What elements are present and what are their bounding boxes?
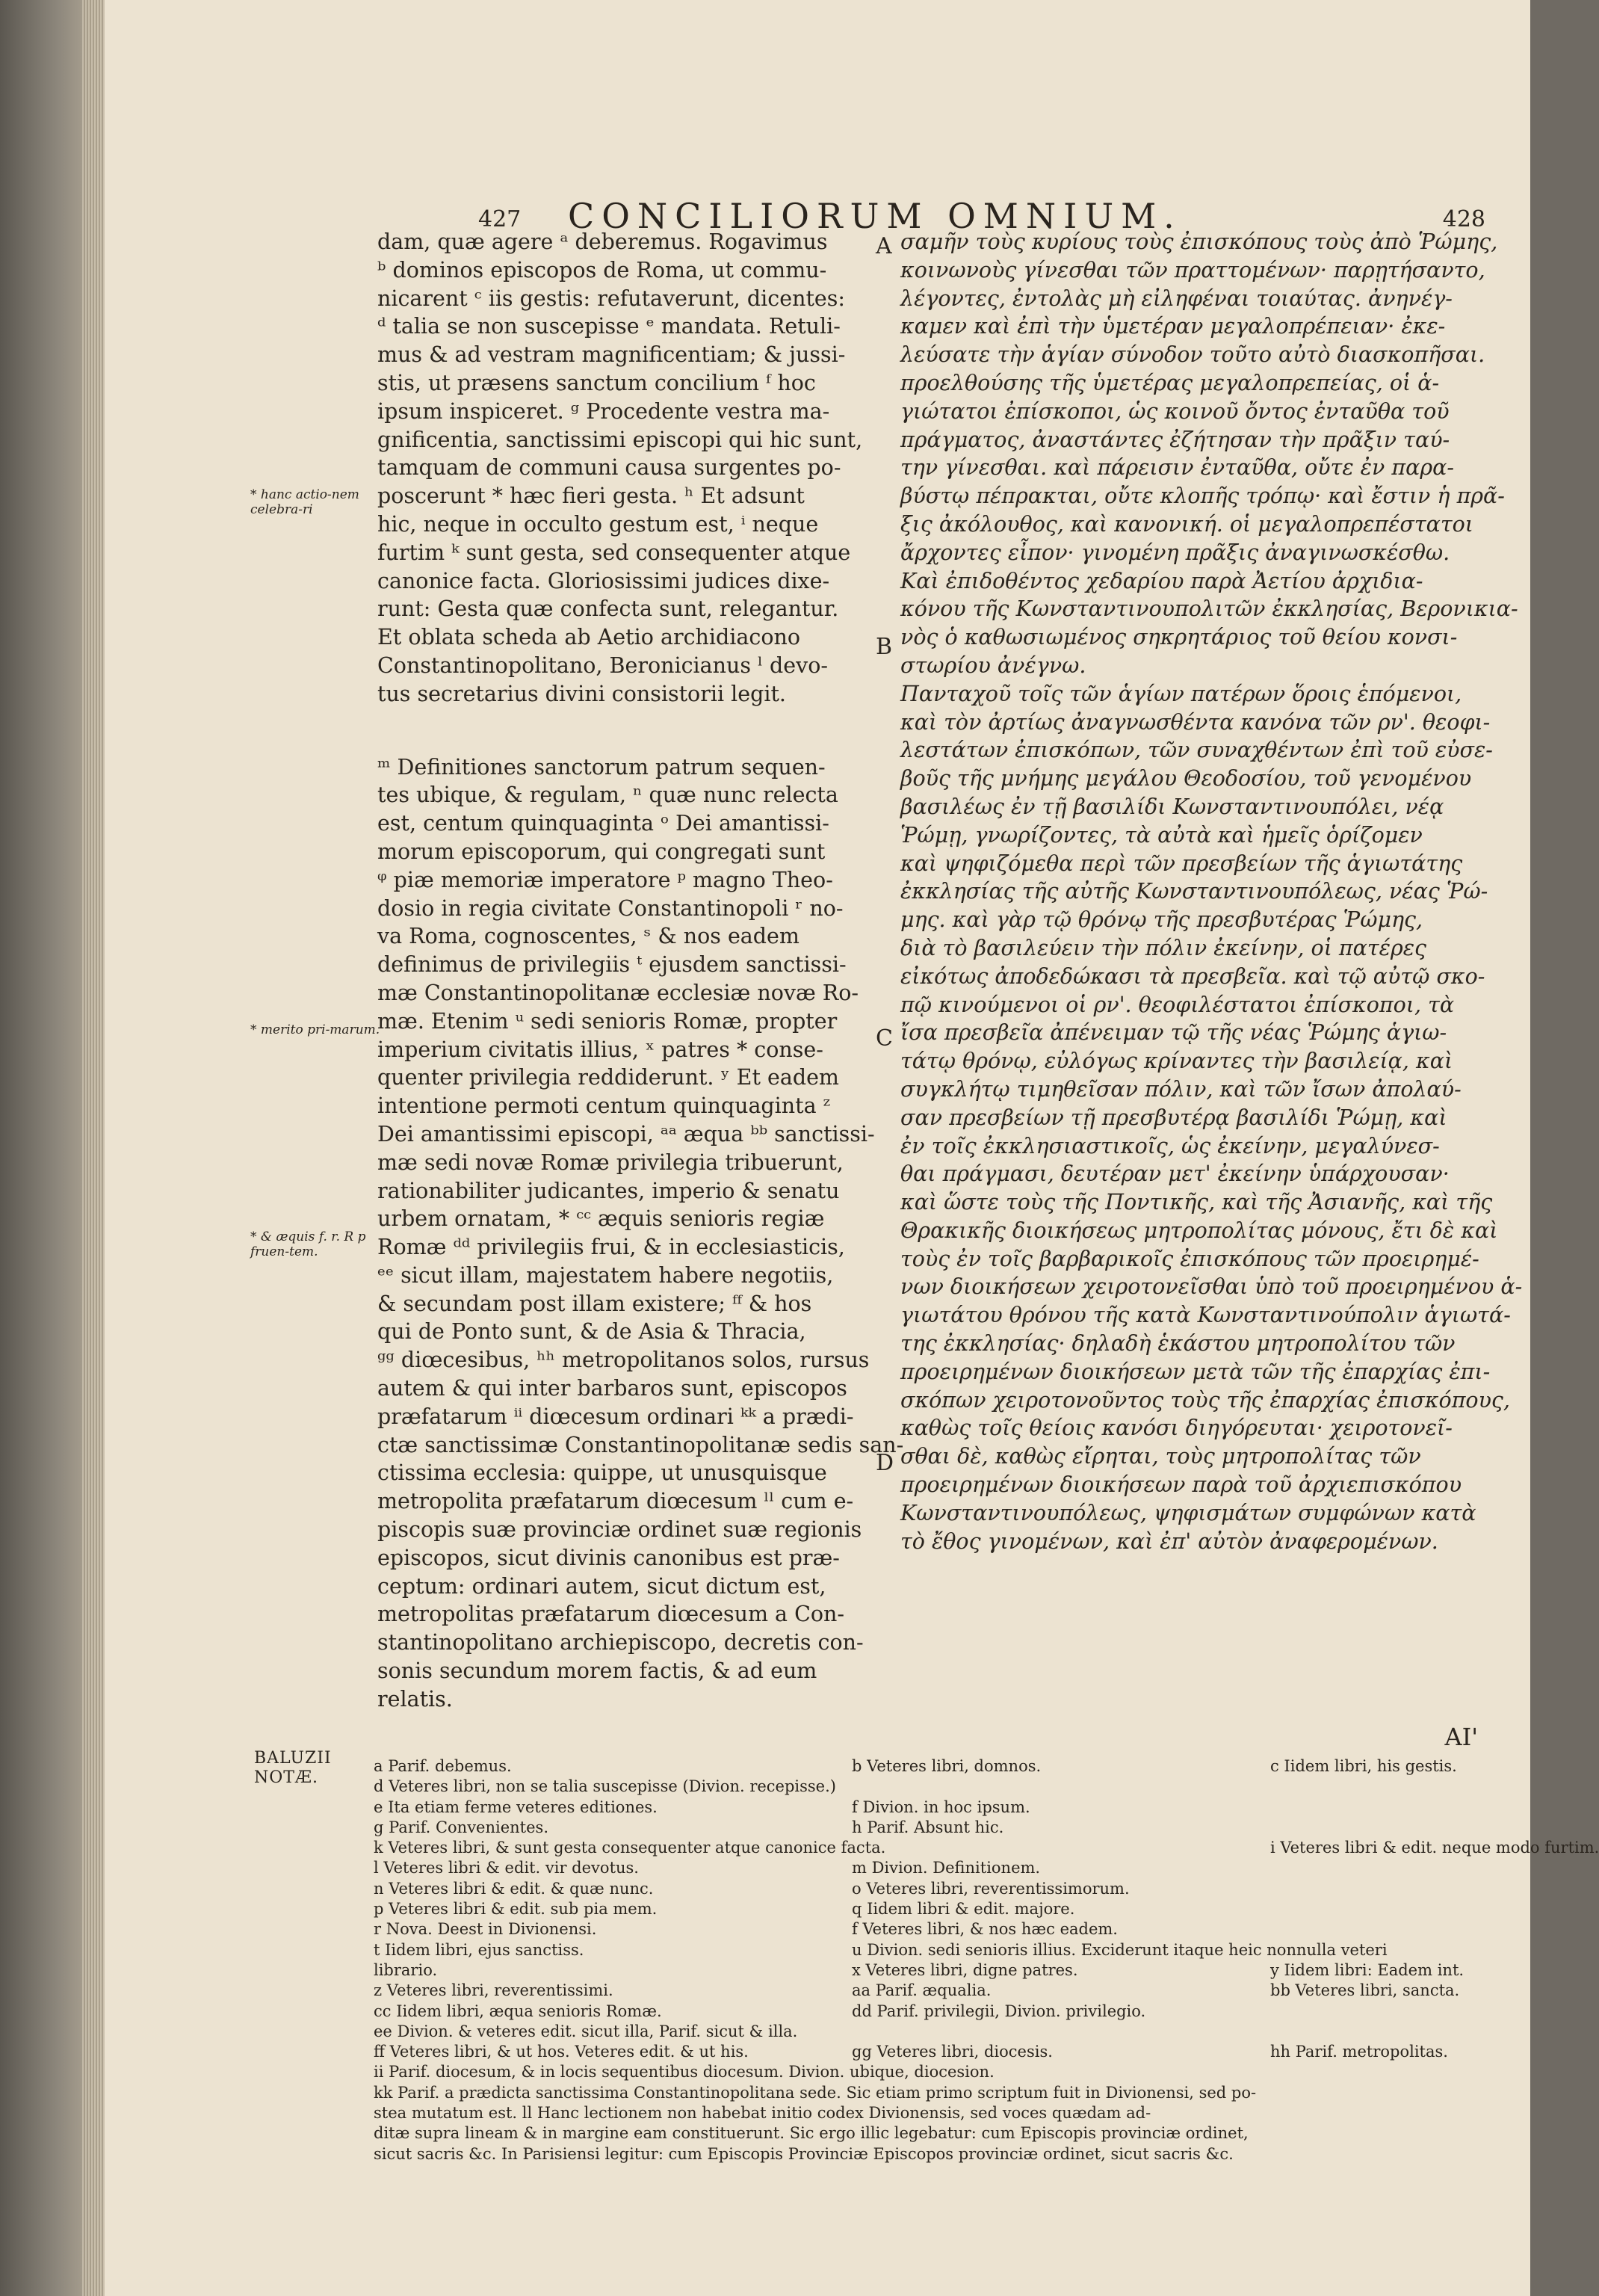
text-line: Πανταχοῦ τοῖς τῶν ἁγίων πατέρων ὅροις ἑπόμενοι, [900, 681, 1462, 706]
footnote-entry: sicut sacris &c. In Parisiensi legitur: cum Episcopis Provinciæ Episcopos provinciæ ordinet, sicut sacris &c. [374, 2144, 1234, 2163]
footnote-entry [1270, 2103, 1524, 2123]
text-line: ἄρχοντες εἶπον· γινομένη πρᾶξις ἀναγινωσκέσθω. [900, 540, 1450, 565]
text-line: σαμῆν τοὺς κυρίους τοὺς ἐπισκόπους τοὺς ἀπὸ Ῥώμης, [900, 229, 1498, 254]
footnote-entry [1270, 2062, 1524, 2082]
text-line: mæ sedi novæ Romæ privilegia tribuerunt, [377, 1149, 844, 1175]
paragraph-gap [377, 709, 885, 753]
latin-paragraph-2 [377, 623, 885, 708]
text-line: est, centum quinquaginta ᵒ Dei amantissi- [377, 811, 829, 836]
book-page [105, 0, 1599, 2296]
footnote-entry [1270, 2144, 1524, 2164]
margin-letter-b: B [876, 634, 893, 660]
footnote-entry: aa Parif. æqualia. [852, 1981, 992, 2000]
text-line: tus secretarius divini consistorii legit. [377, 681, 786, 706]
text-line: nicarent ᶜ iis gestis: refutaverunt, dicentes: [377, 286, 846, 311]
text-line: stantinopolitano archiepiscopo, decretis con- [377, 1630, 864, 1655]
footnote-entry: c Iidem libri, his gestis. [1270, 1757, 1457, 1775]
greek-paragraph-2 [900, 567, 1518, 680]
footnote-entry [1270, 1777, 1524, 1797]
footnote-row [374, 1858, 1524, 1878]
text-line: διὰ τὸ βασιλεύειν τὴν πόλιν ἐκείνην, οἱ πατέρες [900, 935, 1426, 960]
footnote-entry: librario. [374, 1960, 438, 1979]
text-line: βοῦς τῆς μνήμης μεγάλου Θεοδοσίου, τοῦ γενομένου [900, 766, 1472, 791]
text-line: ᵈ talia se non suscepisse ᵉ mandata. Retuli- [377, 314, 841, 339]
footnote-entry: n Veteres libri & edit. & quæ nunc. [374, 1879, 654, 1898]
footnote-entry: e Ita etiam ferme veteres editiones. [374, 1797, 658, 1816]
text-line: ipsum inspiceret. ᵍ Procedente vestra ma- [377, 398, 830, 424]
text-line: dam, quæ agere ᵃ deberemus. Rogavimus [377, 229, 828, 254]
text-line: κοινωνοὺς γίνεσθαι τῶν πραττομένων· παρῃτήσαντο, [900, 257, 1485, 283]
text-line: βύστῳ πέπρακται, οὔτε κλοπῆς τρόπῳ· καὶ ἔστιν ἡ πρᾶ- [900, 484, 1505, 509]
footnote-entry: ee Divion. & veteres edit. sicut illa, Parif. sicut & illa. [374, 2022, 798, 2040]
text-line: τὸ ἔθος γινομένων, καὶ ἐπ' αὐτὸν ἀναφερομένων. [900, 1528, 1438, 1554]
text-line: σκόπων χειροτονοῦντος τοὺς τῆς ἐπαρχίας ἐπισκόπους, [900, 1387, 1510, 1413]
footnote-entry: u Divion. sedi senioris illius. Exciderunt itaque heic nonnulla veteri [852, 1940, 1388, 1959]
text-line: ᵉᵉ sicut illam, majestatem habere negotiis, [377, 1262, 834, 1288]
text-line: intentione permoti centum quinquaginta ᶻ [377, 1093, 831, 1119]
notes-heading [254, 1749, 332, 1788]
text-line: ceptum: ordinari autem, sicut dictum est, [377, 1573, 826, 1599]
footnote-row [374, 2042, 1524, 2062]
text-line: την γίνεσθαι. καὶ πάρεισιν ἐνταῦθα, οὔτε ἐν παρα- [900, 455, 1454, 481]
footnote-entry: d Veteres libri, non se talia suscepisse (Divion. recepisse.) [374, 1777, 836, 1796]
text-line: tes ubique, & regulam, ⁿ quæ nunc relecta [377, 783, 838, 808]
margin-letter-d: D [876, 1450, 894, 1476]
footnote-entry: i Veteres libri & edit. neque modo furtim. [1270, 1839, 1599, 1857]
footnote-entry: t Iidem libri, ejus sanctiss. [374, 1940, 584, 1959]
right-page-number: 428 [1442, 206, 1485, 232]
text-line: gnificentia, sanctissimi episcopi qui hic sunt, [377, 427, 863, 452]
text-line: mæ. Etenim ᵘ sedi senioris Romæ, propter [377, 1008, 838, 1034]
footnote-row [374, 1940, 1524, 1960]
text-line: στωρίου ἀνέγνω. [900, 652, 1086, 678]
catchword: ΑΙ' [1444, 1723, 1478, 1751]
footnote-entry [1270, 1879, 1524, 1899]
text-line: προειρημένων διοικήσεων μετὰ τῶν τῆς ἐπαρχίας ἐπι- [900, 1359, 1491, 1384]
text-line: Et oblata scheda ab Aetio archidiacono [377, 625, 800, 650]
text-line: σθαι δὲ, καθὼς εἴρηται, τοὺς μητροπολίτας τῶν [900, 1444, 1421, 1469]
text-line: ctæ sanctissimæ Constantinopolitanæ sedis san- [377, 1432, 904, 1457]
text-line: νων διοικήσεων χειροτονεῖσθαι ὑπὸ τοῦ προειρημένου ἁ- [900, 1274, 1523, 1300]
footnote-entry: q Iidem libri & edit. majore. [852, 1900, 1075, 1919]
text-line: εἰκότως ἀποδεδώκασι τὰ πρεσβεῖα. καὶ τῷ αὐτῷ σκο- [900, 963, 1485, 989]
page-edges [82, 0, 105, 2296]
footnote-entry: kk Parif. a prædicta sanctissima Constantinopolitana sede. Sic etiam primo scriptum fuit in Divionensi, sed po- [374, 2083, 1257, 2102]
text-line: ᵍᵍ diœcesibus, ʰʰ metropolitanos solos, rursus [377, 1348, 870, 1373]
greek-paragraph-3 [900, 680, 1523, 1556]
left-page-number: 427 [478, 206, 522, 232]
footnote-entry [852, 1838, 1270, 1858]
text-line: definimus de privilegiis ᵗ ejusdem sanctissi- [377, 952, 847, 978]
text-line: autem & qui inter barbaros sunt, episcopos [377, 1376, 847, 1401]
footnote-entry: cc Iidem libri, æqua senioris Romæ. [374, 2002, 662, 2020]
text-line: Ῥώμῃ, γνωρίζοντες, τὰ αὐτὰ καὶ ἡμεῖς ὁρίζομεν [900, 822, 1423, 848]
footnote-row [374, 1777, 1524, 1797]
text-line: κόνου τῆς Κωνσταντινουπολιτῶν ἐκκλησίας, Βερονικια- [900, 596, 1518, 622]
footnote-row [374, 1797, 1524, 1818]
text-line: Dei amantissimi episcopi, ᵃᵃ æqua ᵇᵇ sanctissi- [377, 1121, 875, 1147]
text-line: καὶ τὸν ἀρτίως ἀναγνωσθέντα κανόνα τῶν ρν'. θεοφι- [900, 709, 1491, 735]
text-line: Κωνσταντινουπόλεως, ψηφισμάτων συμφώνων κατὰ [900, 1500, 1476, 1525]
footnote-row [374, 1879, 1524, 1899]
footnote-entry: ff Veteres libri, & ut hos. Veteres edit. & ut his. [374, 2043, 749, 2061]
footnote-row [374, 1960, 1524, 1981]
footnote-entry: ditæ supra lineam & in margine eam constituerunt. Sic ergo illic legebatur: cum Episcopis provinciæ ordinet, [374, 2124, 1249, 2143]
footnote-row [374, 1919, 1524, 1939]
text-line: metropolita præfatarum diœcesum ˡˡ cum e- [377, 1489, 854, 1514]
footnote-entry [1270, 2022, 1524, 2042]
text-line: rationabiliter judicantes, imperio & senatu [377, 1178, 840, 1203]
text-line: stis, ut præsens sanctum concilium ᶠ hoc [377, 370, 816, 395]
greek-paragraph-1 [900, 228, 1505, 567]
footnote-entry [1270, 1940, 1524, 1960]
footnote-entry [852, 2123, 1270, 2144]
text-line: metropolitas præfatarum diœcesum a Con- [377, 1602, 845, 1627]
footnote-entry: gg Veteres libri, diocesis. [852, 2043, 1053, 2061]
text-line: ᵐ Definitiones sanctorum patrum sequen- [377, 754, 826, 780]
text-line: προελθούσης τῆς ὑμετέρας μεγαλοπρεπείας, οἱ ἁ- [900, 370, 1440, 395]
text-line: ξις ἀκόλουθος, καὶ κανονική. οἱ μεγαλοπρεπέστατοι [900, 511, 1473, 537]
text-line: βασιλέως ἐν τῇ βασιλίδι Κωνσταντινουπόλει, νέᾳ [900, 794, 1444, 819]
text-line: Romæ ᵈᵈ privilegiis frui, & in ecclesiasticis, [377, 1235, 845, 1260]
footnote-entry: r Nova. Deest in Divionensi. [374, 1920, 597, 1939]
footnote-entry: a Parif. debemus. [374, 1757, 512, 1775]
footnote-row [374, 1756, 1524, 1777]
text-line: Θρακικῆς διοικήσεως μητροπολίτας μόνους, ἔτι δὲ καὶ [900, 1218, 1498, 1243]
greek-column [900, 228, 1523, 1555]
sidenote-1: * hanc actio-nem celebra-ri [250, 487, 359, 517]
text-line: poscerunt * hæc fieri gesta. ʰ Et adsunt [377, 484, 805, 509]
footnote-row [374, 1981, 1524, 2001]
footnote-row [374, 2123, 1524, 2144]
text-line: ἴσα πρεσβεῖα ἀπένειμαν τῷ τῆς νέας Ῥώμης ἁγιω- [900, 1020, 1447, 1046]
footnote-entry: m Divion. Definitionem. [852, 1859, 1041, 1877]
text-line: Constantinopolitano, Beronicianus ˡ devo- [377, 652, 829, 678]
text-line: mæ Constantinopolitanæ ecclesiæ novæ Ro- [377, 980, 859, 1005]
text-line: sonis secundum morem factis, & ad eum [377, 1658, 817, 1684]
text-line: ᵇ dominos episcopos de Roma, ut commu- [377, 257, 827, 283]
text-line: πῷ κινούμενοι οἱ ρν'. θεοφιλέστατοι ἐπίσκοποι, τὰ [900, 992, 1455, 1017]
latin-column [377, 228, 904, 1714]
footnote-entry: l Veteres libri & edit. vir devotus. [374, 1859, 639, 1877]
text-line: λεύσατε τὴν ἁγίαν σύνοδον τοῦτο αὐτὸ διασκοπῆσαι. [900, 342, 1485, 368]
footnotes [374, 1756, 1599, 2164]
footnote-entry [852, 1777, 1270, 1797]
text-line: urbem ornatam, * ᶜᶜ æquis senioris regiæ [377, 1206, 825, 1232]
footnote-row [374, 2002, 1524, 2022]
text-line: καθὼς τοῖς θείοις κανόσι διηγόρευται· χειροτονεῖ- [900, 1416, 1453, 1441]
footnote-entry: o Veteres libri, reverentissimorum. [852, 1879, 1130, 1898]
footnote-entry [852, 2022, 1270, 2042]
text-line: tamquam de communi causa surgentes po- [377, 455, 841, 481]
footnote-entry: bb Veteres libri, sancta. [1270, 1981, 1460, 2000]
footnote-row [374, 2062, 1524, 2082]
footnote-entry: y Iidem libri: Eadem int. [1270, 1960, 1465, 1979]
text-line: καὶ ὥστε τοὺς τῆς Ποντικῆς, καὶ τῆς Ἀσιανῆς, καὶ τῆς [900, 1190, 1493, 1215]
footnote-row [374, 2083, 1524, 2103]
text-line: μης. καὶ γὰρ τῷ θρόνῳ τῆς πρεσβυτέρας Ῥώμης, [900, 907, 1423, 933]
text-line: προειρημένων διοικήσεων παρὰ τοῦ ἀρχιεπισκόπου [900, 1472, 1462, 1498]
sidenote-2: * merito pri-marum. [250, 1022, 380, 1037]
footnote-entry [1270, 1858, 1524, 1878]
footnote-entry [852, 2083, 1270, 2103]
margin-letter-c: C [876, 1025, 893, 1052]
footnote-entry [852, 2103, 1270, 2123]
text-line: Καὶ ἐπιδοθέντος χεδαρίου παρὰ Ἀετίου ἀρχιδια- [900, 568, 1423, 593]
text-line: γιώτατοι ἐπίσκοποι, ὡς κοινοῦ ὄντος ἐνταῦθα τοῦ [900, 398, 1450, 424]
footnote-entry [1270, 1818, 1524, 1838]
footnote-entry: f Veteres libri, & nos hæc eadem. [852, 1920, 1118, 1939]
footnote-row [374, 2022, 1524, 2042]
footnote-entry: ii Parif. diocesum, & in locis sequentibus diocesum. Divion. ubique, diocesion. [374, 2063, 995, 2081]
text-line: qui de Ponto sunt, & de Asia & Thracia, [377, 1319, 806, 1345]
text-line: relatis. [377, 1686, 453, 1712]
footnote-entry: b Veteres libri, domnos. [852, 1757, 1042, 1775]
text-line: τοὺς ἐν τοῖς βαρβαρικοῖς ἐπισκόπους τῶν προειρημέ- [900, 1246, 1479, 1271]
footnote-row [374, 1818, 1524, 1838]
footnote-entry: hh Parif. metropolitas. [1270, 2043, 1448, 2061]
text-line: piscopis suæ provinciæ ordinet suæ regionis [377, 1517, 862, 1543]
text-line: hic, neque in occulto gestum est, ⁱ neque [377, 511, 819, 537]
footnote-entry [1270, 1899, 1524, 1919]
text-line: νὸς ὁ καθωσιωμένος σηκρητάριος τοῦ θείου κονσι- [900, 625, 1458, 650]
footnote-row [374, 1899, 1524, 1919]
text-line: dosio in regia civitate Constantinopoli ʳ no- [377, 895, 844, 921]
text-line: ᵠ piæ memoriæ imperatore ᵖ magno Theo- [377, 867, 833, 892]
footnote-entry: x Veteres libri, digne patres. [852, 1960, 1078, 1979]
footnote-row [374, 2103, 1524, 2123]
sidenote-3: * & æquis f. r. R p fruen-tem. [250, 1229, 366, 1259]
text-line: λεστάτων ἐπισκόπων, τῶν συναχθέντων ἐπὶ τοῦ εὐσε- [900, 738, 1493, 763]
margin-letter-a: A [876, 233, 892, 259]
latin-paragraph-3 [377, 753, 904, 1714]
text-line: furtim ᵏ sunt gesta, sed consequenter atque [377, 540, 851, 565]
text-line: imperium civitatis illius, ˣ patres * conse- [377, 1037, 823, 1062]
text-line: morum episcoporum, qui congregati sunt [377, 839, 826, 864]
latin-paragraph-1 [377, 228, 885, 623]
text-line: συγκλήτῳ τιμηθεῖσαν πόλιν, καὶ τῶν ἴσων ἀπολαύ- [900, 1076, 1462, 1102]
footnote-entry: k Veteres libri, & sunt gesta consequenter atque canonice facta. [374, 1839, 886, 1857]
footnote-entry: h Parif. Absunt hic. [852, 1818, 1004, 1836]
page-title: CONCILIORUM OMNIUM. [568, 196, 1182, 236]
footnote-entry: dd Parif. privilegii, Divion. privilegio. [852, 2002, 1146, 2020]
text-line: & secundam post illam existere; ᶠᶠ & hos [377, 1291, 812, 1316]
notes-heading-line: NOTÆ. [254, 1768, 318, 1787]
text-line: runt: Gesta quæ confecta sunt, relegantur. [377, 596, 839, 622]
footnote-entry: stea mutatum est. ll Hanc lectionem non habebat initio codex Divionensis, sed voces quædam ad- [374, 2104, 1151, 2123]
text-line: canonice facta. Gloriosissimi judices dixe- [377, 568, 830, 593]
text-line: καμεν καὶ ἐπὶ τὴν ὑμετέραν μεγαλοπρέπειαν· ἐκε- [900, 314, 1446, 339]
footnote-entry [1270, 2123, 1524, 2144]
footnote-entry [1270, 2083, 1524, 2103]
text-line: τάτῳ θρόνῳ, εὐλόγως κρίναντες τὴν βασιλείᾳ, καὶ [900, 1049, 1453, 1074]
text-line: va Roma, cognoscentes, ˢ & nos eadem [377, 924, 800, 949]
text-line: σαν πρεσβείων τῇ πρεσβυτέρᾳ βασιλίδι Ῥώμῃ, καὶ [900, 1105, 1447, 1130]
text-line: mus & ad vestram magnificentiam; & jussi- [377, 342, 846, 368]
text-line: ἐκκλησίας τῆς αὐτῆς Κωνσταντινουπόλεως, νέας Ῥώ- [900, 879, 1488, 904]
footnote-entry [852, 2062, 1270, 2082]
footnote-entry [1270, 1797, 1524, 1818]
text-line: præfatarum ⁱⁱ diœcesum ordinari ᵏᵏ a prædi- [377, 1404, 854, 1429]
footnote-entry: f Divion. in hoc ipsum. [852, 1797, 1030, 1816]
text-line: λέγοντες, ἐντολὰς μὴ εἰληφέναι τοιαύτας. ἀνηνέγ- [900, 286, 1453, 311]
text-line: πράγματος, ἀναστάντες ἐζήτησαν τὴν πρᾶξιν ταύ- [900, 427, 1450, 452]
text-line: καὶ ψηφιζόμεθα περὶ τῶν πρεσβείων τῆς ἁγιωτάτης [900, 851, 1463, 876]
notes-heading-line: BALUZII [254, 1749, 332, 1768]
text-line: θαι πράγμασι, δευτέραν μετ' ἐκείνην ὑπάρχουσαν· [900, 1161, 1450, 1187]
footnote-entry: p Veteres libri & edit. sub pia mem. [374, 1900, 658, 1919]
footnote-entry [1270, 2002, 1524, 2022]
footnote-entry: z Veteres libri, reverentissimi. [374, 1981, 613, 2000]
footnote-row [374, 2144, 1524, 2164]
text-line: της ἐκκλησίας· δηλαδὴ ἑκάστου μητροπολίτου τῶν [900, 1331, 1456, 1357]
text-line: quenter privilegia reddiderunt. ʸ Et eadem [377, 1065, 839, 1090]
footnote-entry: g Parif. Convenientes. [374, 1818, 548, 1836]
footnote-row [374, 1838, 1599, 1858]
footnote-entry [1270, 1919, 1524, 1939]
text-line: ctissima ecclesia: quippe, ut unusquisque [377, 1460, 827, 1486]
text-line: ἐν τοῖς ἐκκλησιαστικοῖς, ὡς ἐκείνην, μεγαλύνεσ- [900, 1133, 1440, 1158]
text-line: γιωτάτου θρόνου τῆς κατὰ Κωνσταντινούπολιν ἁγιωτά- [900, 1303, 1511, 1328]
footnote-entry [852, 2144, 1270, 2164]
text-line: episcopos, sicut divinis canonibus est præ- [377, 1545, 840, 1570]
